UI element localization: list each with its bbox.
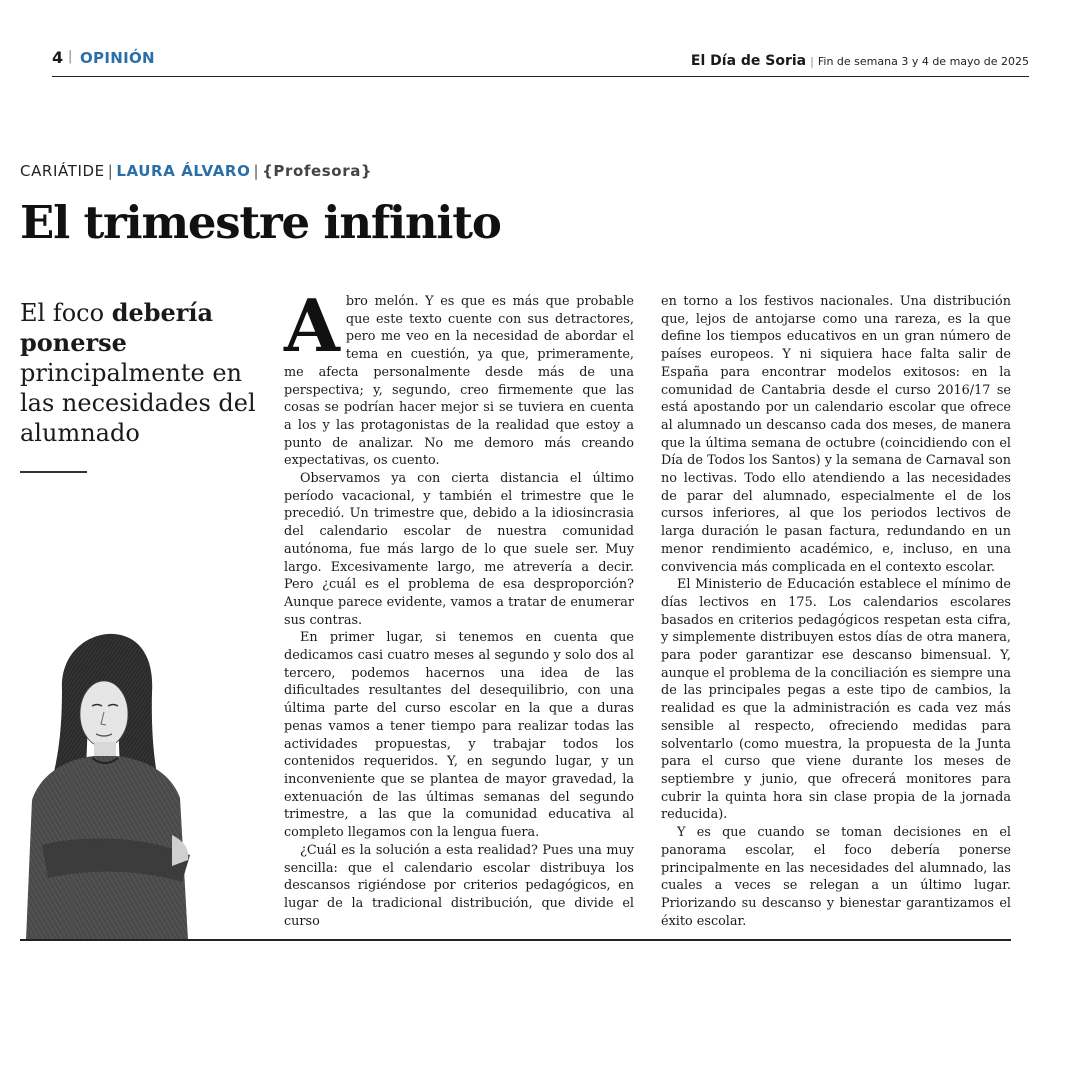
- paragraph: El Ministerio de Educación establece el mínimo de días lectivos en 175. Los calendarios escolares basados en criterios pedagógicos respetan esta cifra, y simplemente distribuyen estos días de otra manera, para poder garantizar ese descanso bimensual. Y, aunque el problema de la conciliación es siempre una de las principales pegas a este tipo de cambios, la realidad es que la administración es cada vez más sensible al respecto, ofreciendo medidas para solventarlo (como muestra, la propuesta de la Junta para el curso que viene durante los meses de septiembre y junio, que ofrecerá monitores para cubrir la quinta hora sin clase propia de la jornada reducida).: [661, 577, 1011, 823]
- publication-date: Fin de semana 3 y 4 de mayo de 2025: [817, 55, 1029, 68]
- column-name: CARIÁTIDE: [20, 162, 105, 180]
- page-number: 4: [52, 48, 64, 67]
- section-label: OPINIÓN: [80, 49, 155, 67]
- paragraph: En primer lugar, si tenemos en cuenta que dedicamos casi cuatro meses al segundo y solo dos al tercero, podemos hacernos una idea de las dificultades resultantes del desequilibrio, con una última parte del curso escolar en la que a duras penas vamos a tener tiempo para realizar todas las actividades propuestas, y trabajar todos los contenidos requeridos. Y, en segundo lugar, y un inconveniente que se plantea de mayor gravedad, la extenuación de las últimas semanas del segundo trimestre, a las que la comunidad educativa al completo llegamos con la lengua fuera.: [284, 630, 634, 841]
- paragraph: Observamos ya con cierta distancia el último período vacacional, y también el trimestre que le precedió. Un trimestre que, debido a la idiosincrasia del calendario escolar de nuestra comunidad autónoma, fue más largo de lo que suele ser. Muy largo. Excesivamente largo, me atrevería a decir. Pero ¿cuál es el problema de esa desproporción? Aunque parece evidente, vamos a tratar de enumerar sus contras.: [284, 471, 634, 628]
- paragraph: Y es que cuando se toman decisiones en el panorama escolar, el foco debería ponerse principalmente en las necesidades del alumnado, las cuales a veces se relegan a un último lugar. Priorizando su descanso y bienestar garantizamos el éxito escolar.: [661, 825, 1011, 929]
- article-column-1: [284, 283, 634, 930]
- article-column-2: [661, 293, 1011, 930]
- pull-quote-rule: [20, 471, 87, 473]
- byline: CARIÁTIDE | LAURA ÁLVARO | {Profesora}: [20, 162, 373, 180]
- page-header: [52, 48, 1029, 70]
- author-name: LAURA ÁLVARO: [116, 162, 251, 180]
- paragraph: en torno a los festivos nacionales. Una distribución que, lejos de antojarse como una rareza, es la que define los tiempos educativos en un gran número de países europeos. Y ni siquiera hace falta salir de España para encontrar modelos exitosos: en la comunidad de Cantabria desde el curso 2016/17 se está apostando por un calendario escolar que ofrece al alumnado un descanso cada dos meses, de manera que la última semana de octubre (coincidiendo con el Día de Todos los Santos) y la semana de Carnaval son no lectivas. Todo ello atendiendo a las necesidades de parar del alumnado, especialmente el de los cursos inferiores, al que los periodos lectivos de larga duración le pasan factura, redundando en un menor rendimiento académico, e, incluso, en una convivencia más complicada en el contexto escolar.: [661, 294, 1011, 575]
- footer-rule: [20, 939, 1011, 941]
- header-right: El Día de Soria | Fin de semana 3 y 4 de mayo de 2025: [690, 53, 1029, 69]
- pull-quote: El foco debería ponerse principalmente en las necesidades del alumnado: [20, 298, 256, 447]
- paragraph: Abro melón. Y es que es más que probable que este texto cuente con sus detractores, pero me veo en la necesidad de abordar el tema en cuestión, ya que, primeramente, me afecta personalmente desde más de una perspectiva; y, segundo, creo firmemente que las cosas se podrían hacer mejor si se tuviera en cuenta a los y las protagonistas de la realidad que estoy a punto de analizar. No me demoro más creando expectativas, os cuento.: [284, 283, 634, 469]
- newspaper-name: El Día de Soria: [690, 53, 807, 69]
- headline: El trimestre infinito: [20, 196, 501, 249]
- drop-cap: A: [284, 283, 340, 368]
- author-photo: [22, 630, 192, 940]
- header-rule: [52, 76, 1029, 77]
- author-role: {Profesora}: [262, 162, 373, 180]
- paragraph: ¿Cuál es la solución a esta realidad? Pues una muy sencilla: que el calendario escolar distribuya los descansos rigiéndose por criterios pedagógicos, en lugar de la tradicional distribución, que divide el curso: [284, 842, 634, 929]
- header-separator: |: [68, 49, 73, 64]
